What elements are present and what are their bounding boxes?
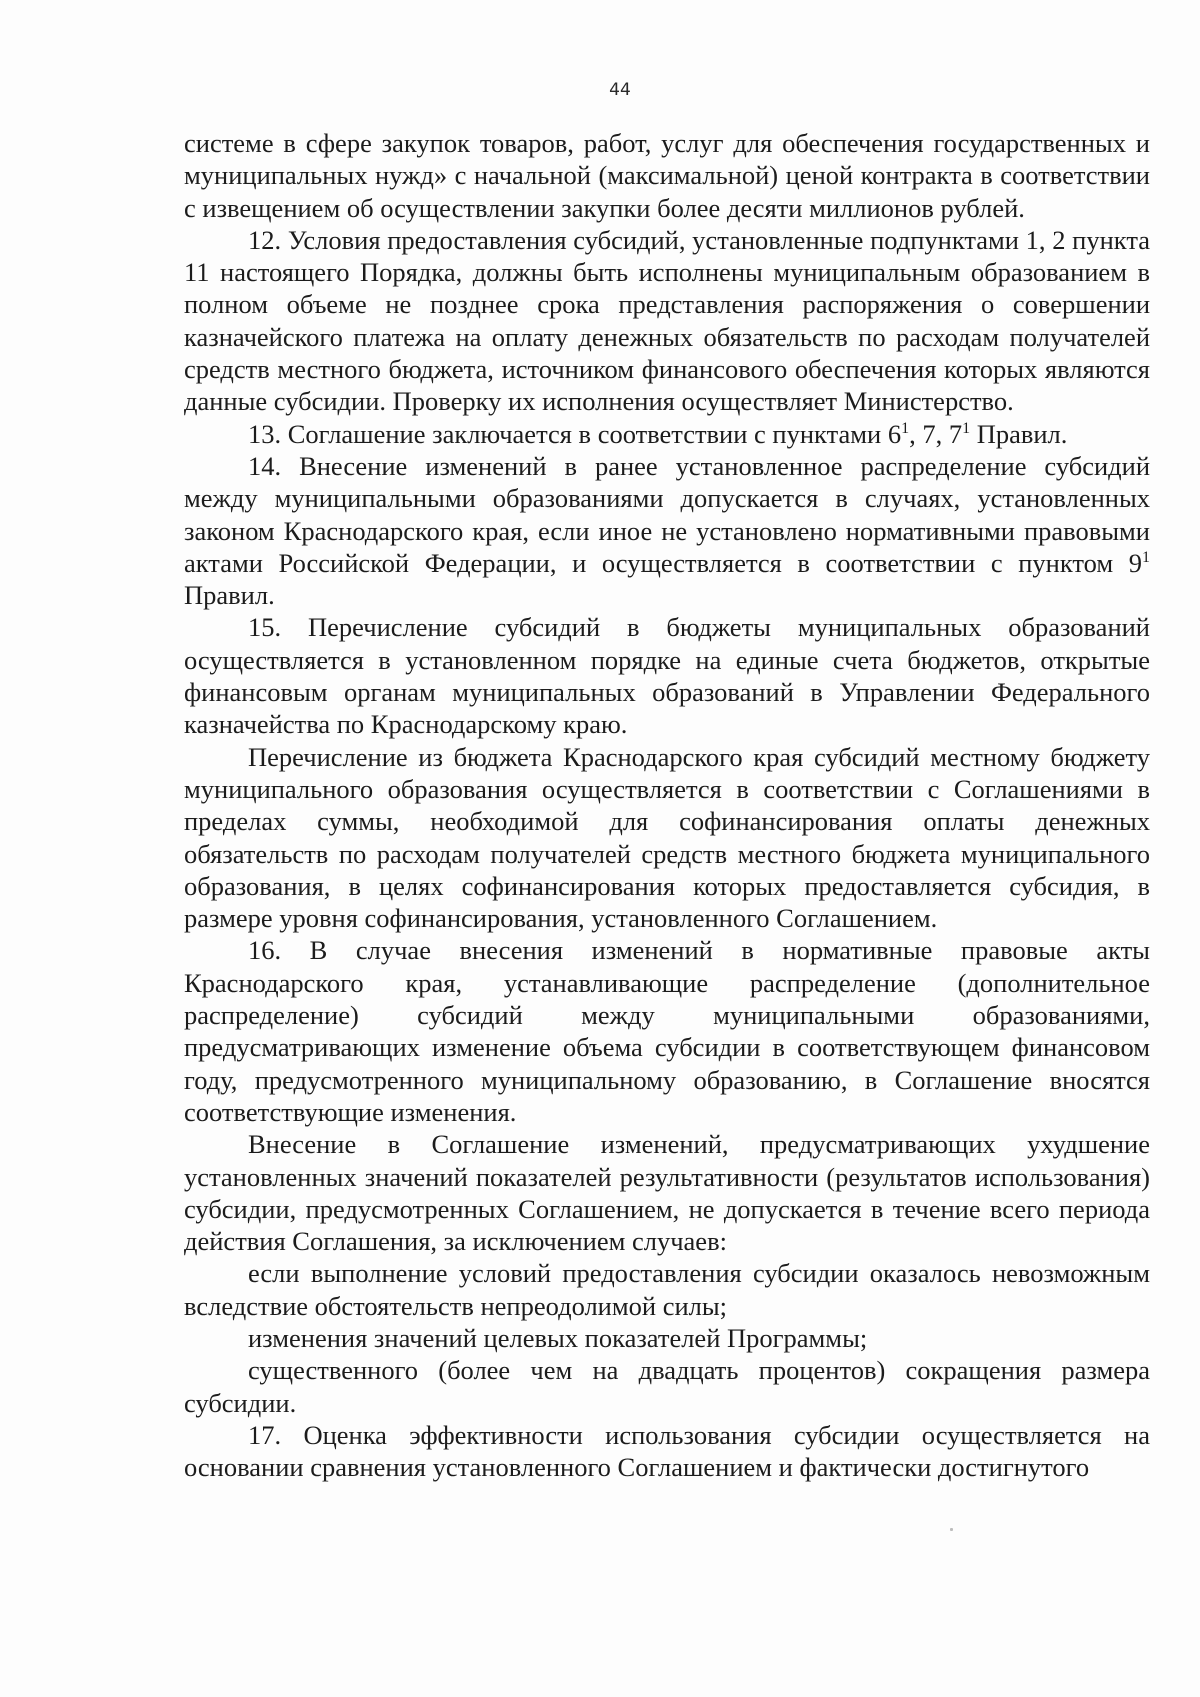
page-number: 44 (609, 80, 631, 100)
superscript-mark: 1 (901, 419, 910, 437)
paragraph-continuation (184, 127, 1150, 224)
paragraph-16-case-reduction (184, 1354, 1150, 1419)
text-run: , 7, 7 (909, 418, 963, 449)
paragraph-15 (184, 611, 1150, 740)
text-run: 16. В случае внесения изменений в нормативные правовые акты Краснодарского края, устанавливающие распределение (дополнительное распределение) субсидий между муниципальными образованиями, предусматривающих изменение объема субсидии в соответствующем финансовом году, предусмотренного муниципальному образованию, в Соглашение вносятся соответствующие изменения. (184, 935, 1150, 1127)
text-run: Правил. (184, 580, 275, 611)
superscript-mark: 1 (962, 419, 971, 437)
scan-speck (950, 1528, 953, 1531)
paragraph-13 (184, 418, 1150, 450)
paragraph-14 (184, 450, 1150, 611)
text-run: 13. Соглашение заключается в соответствии с пунктами 6 (248, 418, 902, 449)
text-run: 12. Условия предоставления субсидий, установленные подпунктами 1, 2 пункта 11 настоящего Порядка, должны быть исполнены муниципальным образованием в полном объеме не позднее срока представления распоряжения о совершении казначейского платежа на оплату денежных обязательств по расходам получателей средств местного бюджета, источником финансового обеспечения которых являются данные субсидии. Проверку их исполнения осуществляет Министерство. (184, 224, 1150, 417)
text-run: Перечисление из бюджета Краснодарского края субсидий местному бюджету муниципального образования осуществляется в соответствии с Соглашениями в пределах суммы, необходимой для софинансирования оплаты денежных обязательств по расходам получателей средств местного бюджета муниципального образования, в целях софинансирования которых предоставляется субсидия, в размере уровня софинансирования, установленного Соглашением. (184, 741, 1150, 934)
text-run: изменения значений целевых показателей Программы; (248, 1322, 868, 1353)
text-run: 17. Оценка эффективности использования субсидии осуществляется на основании сравнения установленного Соглашением и фактически достигнутого (184, 1419, 1150, 1483)
paragraph-15-transfer (184, 741, 1150, 935)
text-run: 15. Перечисление субсидий в бюджеты муниципальных образований осуществляется в установленном порядке на единые счета бюджетов, открытые финансовым органам муниципальных образований в Управлении Федерального казначейства по Краснодарскому краю. (184, 612, 1150, 740)
text-run: если выполнение условий предоставления субсидии оказалось невозможным вследствие обстоятельств непреодолимой силы; (184, 1258, 1150, 1321)
paragraph-12 (184, 224, 1150, 418)
text-run: существенного (более чем на двадцать процентов) сокращения размера субсидии. (184, 1355, 1150, 1418)
paragraph-16-case-force-majeure (184, 1257, 1150, 1322)
text-run: Правил. (970, 418, 1068, 449)
text-run: 14. Внесение изменений в ранее установленное распределение субсидий между муниципальными образованиями допускается в случаях, установленных законом Краснодарского края, если иное не установлено нормативными правовыми актами Российской Федерации, и осуществляется в соответствии с пунктом 9 (184, 450, 1150, 578)
superscript-mark: 1 (1142, 549, 1150, 567)
text-run: системе в сфере закупок товаров, работ, услуг для обеспечения государственных и муниципальных нужд» с начальной (максимальной) ценой контракта в соответствии с извещением об осуществлении закупки более десяти миллионов рублей. (184, 128, 1150, 223)
paragraph-17 (184, 1419, 1150, 1484)
text-run: Внесение в Соглашение изменений, предусматривающих ухудшение установленных значений показателей результативности (результатов использования) субсидии, предусмотренных Соглашением, не допускается в течение всего периода действия Соглашения, за исключением случаев: (184, 1129, 1150, 1257)
paragraph-16-case-indicators (184, 1322, 1150, 1354)
document-body (184, 127, 1150, 1483)
paragraph-16 (184, 934, 1150, 1128)
paragraph-16-amendments (184, 1128, 1150, 1257)
